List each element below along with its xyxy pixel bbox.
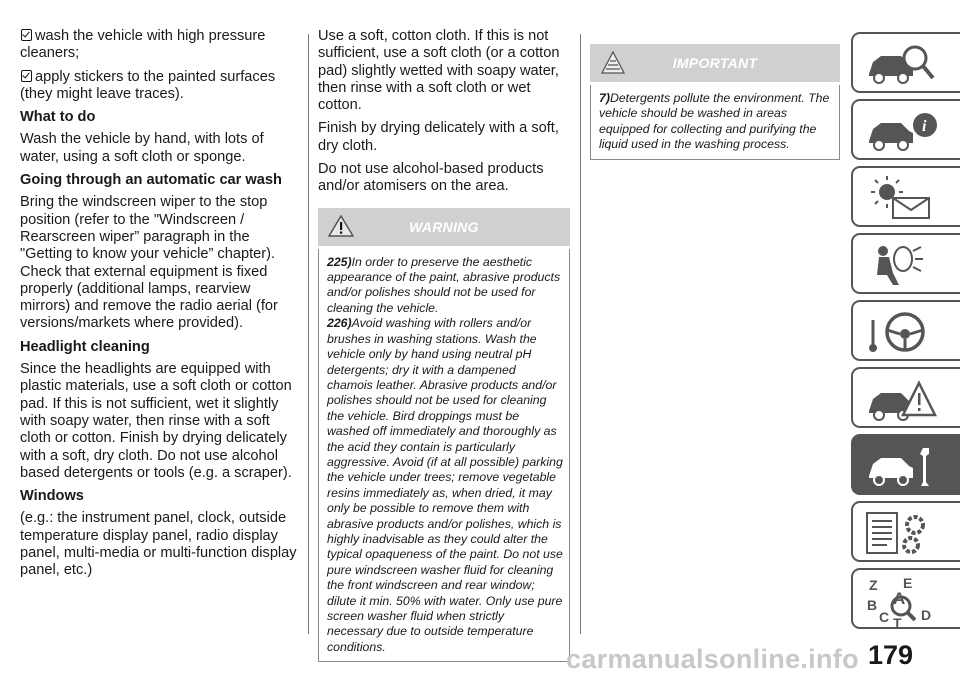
note-text: In order to preserve the aesthetic appearance of the paint, abrasive products and/or polishes should not be used for cleaning the vehicle. <box>327 254 561 315</box>
cloth-paragraph: Use a soft, cotton cloth. If this is not sufficient, use a soft cloth (or a cotton pad) slightly wetted with soapy water, then rinse with a soft cloth or wet cotton. <box>318 28 560 114</box>
tab-car-search[interactable] <box>851 32 960 93</box>
bullet-item <box>20 28 298 63</box>
note-number: 226) <box>327 316 352 331</box>
checkbox-icon <box>21 29 32 41</box>
index-letter: A <box>893 589 906 608</box>
left-column <box>20 28 298 586</box>
alphabet-index-icon <box>863 576 943 628</box>
specs-gears-icon <box>863 509 943 557</box>
tab-technical-data[interactable] <box>851 501 960 562</box>
warning-label: WARNING <box>409 218 479 235</box>
bullet-text: wash the vehicle with high pressure cleaners; <box>20 28 266 62</box>
column-divider <box>580 34 581 634</box>
middle-column <box>318 28 570 662</box>
checkbox-icon <box>21 70 32 82</box>
tab-index[interactable] <box>851 568 960 629</box>
warning-note <box>327 316 563 655</box>
steering-wheel-key-icon <box>863 308 943 356</box>
page-number: 179 <box>868 640 914 670</box>
important-label: IMPORTANT <box>672 55 758 71</box>
warning-box <box>318 249 570 663</box>
airbag-icon <box>863 241 943 289</box>
index-letter: C <box>879 609 890 625</box>
bullet-text: apply stickers to the painted surfaces (they might leave traces). <box>20 68 276 102</box>
important-header <box>590 44 840 82</box>
right-column <box>590 44 840 160</box>
note-text: Detergents pollute the environment. The vehicle should be washed in areas equipped for collecting and purifying the liquid used in the washing process. <box>599 91 830 152</box>
watermark: carmanualsonline.info <box>566 644 859 674</box>
headlight-cleaning-text: Since the headlights are equipped with plastic materials, use a soft cloth or cotton pad. If this is not sufficient, wet it slightly with soapy water, then rinse with a soft cloth or cotton. Finish by drying delicately with a soft, dry cloth. Do not use alcohol based detergents or tools (e.g. a scraper). <box>20 361 292 481</box>
important-box <box>590 85 840 160</box>
what-to-do-text: Wash the vehicle by hand, with lots of water, using a soft cloth or sponge. <box>20 131 264 165</box>
warning-header <box>318 208 570 246</box>
windows-heading: Windows <box>20 488 84 505</box>
bullet-item <box>20 69 298 104</box>
tab-steering[interactable] <box>851 300 960 361</box>
headlight-cleaning-heading: Headlight cleaning <box>20 338 150 355</box>
car-info-icon <box>863 107 943 155</box>
alcohol-paragraph: Do not use alcohol-based products and/or atomisers on the area. <box>318 161 544 195</box>
tab-car-info[interactable] <box>851 99 960 160</box>
index-letter: D <box>921 607 932 623</box>
automatic-car-wash-text: Bring the windscreen wiper to the stop position (refer to the "Windscreen / Rearscreen wiper” paragraph in the "Getting to know your vehicle” chapter). Check that external equipment is fixed properly (additional lamps, rearview mirrors) and remove the radio aerial (for versions/markets where provided). <box>20 194 278 332</box>
note-number: 225) <box>327 254 352 269</box>
important-note <box>599 91 833 153</box>
tab-warning-lights[interactable] <box>851 166 960 227</box>
index-letter: T <box>893 615 902 628</box>
tab-emergency[interactable] <box>851 367 960 428</box>
drying-paragraph: Finish by drying delicately with a soft, dry cloth. <box>318 120 559 154</box>
tab-airbag[interactable] <box>851 233 960 294</box>
car-wrench-icon <box>863 442 943 490</box>
note-text: Avoid washing with rollers and/or brushes in washing stations. Wash the vehicle only by hand using neutral pH detergents; dry it with a dampened chamois leather. Abrasive products and/or polishes should not be used for cleaning the vehicle. Bird droppings must be washed off immediately and thoroughly as the acid they contain is particularly aggressive. Avoid (if at all possible) parking the vehicle under trees; remove vegetable resins immediately as, when dried, it may only be possible to remove them with abrasive products and/or polishes, which is highly inadvisable as they could alter the typical opaqueness of the paint. Do not use pure windscreen washer fluid for cleaning the front windscreen and rear window; dilute it min. 50% with water. Only use pure screen washer fluid when strictly necessary due to outside temperature conditions. <box>327 316 563 654</box>
car-search-icon <box>863 40 943 88</box>
warning-lights-icon <box>863 174 943 222</box>
note-number: 7) <box>599 91 610 105</box>
svg-text:i: i <box>922 118 927 135</box>
automatic-car-wash-heading: Going through an automatic car wash <box>20 172 282 189</box>
car-emergency-icon <box>863 375 943 423</box>
warning-note <box>327 255 563 317</box>
index-letter: E <box>903 576 913 591</box>
windows-text: (e.g.: the instrument panel, clock, outside temperature display panel, radio display panel, multi-media or multi-function display panel, etc.) <box>20 510 297 579</box>
tab-maintenance[interactable] <box>851 434 960 495</box>
column-divider <box>308 34 309 634</box>
what-to-do-heading: What to do <box>20 109 96 126</box>
index-letter: B <box>867 597 878 613</box>
index-letter: Z <box>869 577 878 593</box>
